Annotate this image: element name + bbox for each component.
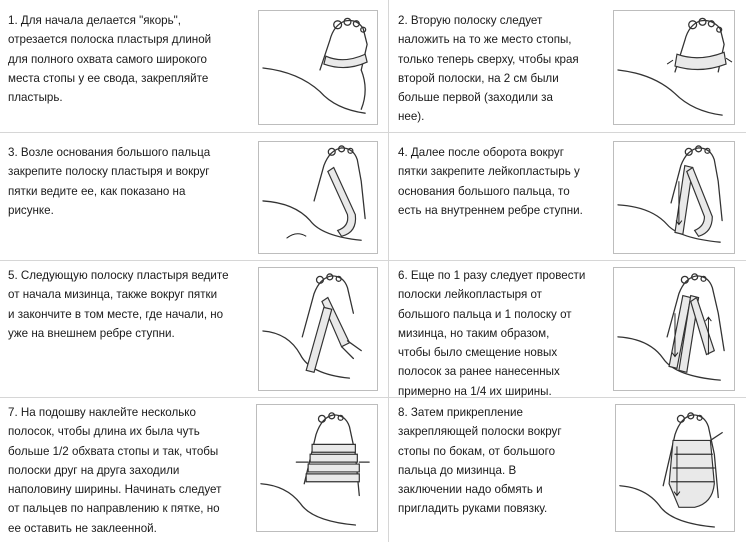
step-text-2: [398, 11, 579, 127]
step-line: полоски лейкопластыря от: [398, 288, 542, 302]
step-line: второй полоски, на 2 см были: [398, 71, 559, 85]
step-line: пригладить руками повязку.: [398, 502, 548, 516]
step-line: места стопы у ее свода, закрепляйте: [8, 71, 209, 85]
step-line: большого пальца и 1 полоску от: [398, 307, 572, 321]
step-line: нее).: [398, 110, 425, 124]
step-cell-2: [389, 0, 746, 132]
step-line: 1. Для начала делается "якорь",: [8, 14, 181, 27]
step-cell-1: [0, 0, 388, 132]
step-line: основания большого пальца, то: [398, 184, 570, 198]
foot-anchor-strip-drawing: [259, 11, 377, 124]
step-illustration-6: [613, 267, 735, 391]
step-illustration-2: [613, 10, 735, 125]
step-illustration-3: [258, 141, 378, 254]
step-text-3: [8, 143, 210, 220]
step-line: рисунке.: [8, 203, 54, 217]
step-line: 7. На подошву наклейте несколько: [8, 406, 196, 419]
step-line: наложить на то же место стопы,: [398, 33, 572, 47]
step-line: уже на внешнем ребре ступни.: [8, 326, 175, 340]
foot-side-fixing-strip-drawing: [616, 405, 734, 531]
step-line: отрезается полоска пластыря длиной: [8, 33, 212, 47]
step-line: ее оставить не заклеенной.: [8, 521, 157, 535]
step-line: пальца до мизинца. В: [398, 463, 517, 477]
foot-heel-strip-drawing: [259, 142, 377, 253]
step-line: от начала мизинца, также вокруг пятки: [8, 288, 218, 302]
step-text-8: [398, 403, 562, 519]
step-line: есть на внутреннем ребре ступни.: [398, 203, 583, 217]
step-line: больше 1/2 обхвата стопы и так, чтобы: [8, 444, 219, 458]
step-line: и закончите в том месте, где начали, но: [8, 307, 224, 321]
step-line: стопы по бокам, от большого: [398, 444, 556, 458]
step-illustration-5: [258, 267, 378, 391]
step-line: закрепляющей полоски вокруг: [398, 425, 562, 439]
step-illustration-7: [256, 404, 378, 532]
step-line: больше первой (заходили за: [398, 91, 553, 105]
step-text-7: [8, 403, 221, 538]
step-line: только теперь сверху, чтобы края: [398, 52, 579, 66]
step-line: 4. Далее после оборота вокруг: [398, 146, 564, 159]
step-line: закрепите полоску пластыря и вокруг: [8, 165, 210, 179]
step-text-5: [8, 266, 229, 343]
step-cell-4: [389, 133, 746, 260]
step-line: 5. Следующую полоску пластыря ведите: [8, 269, 229, 282]
step-illustration-8: [615, 404, 735, 532]
step-cell-8: [389, 398, 746, 542]
step-line: полосок, чтобы длина их была чуть: [8, 425, 200, 439]
step-cell-7: [0, 398, 388, 542]
step-illustration-1: [258, 10, 378, 125]
foot-sole-strips-drawing: [257, 405, 377, 531]
step-line: полоски друг на друга заходили: [8, 463, 180, 477]
step-illustration-4: [613, 141, 735, 254]
step-line: 2. Вторую полоску следует: [398, 14, 543, 27]
step-line: полосок за ранее нанесенных: [398, 365, 560, 379]
step-cell-6: [389, 261, 746, 397]
step-line: 3. Возле основания большого пальца: [8, 146, 211, 159]
step-line: от пальцев по направлению к пятке, но: [8, 502, 220, 516]
step-line: 6. Еще по 1 разу следует провести: [398, 269, 586, 282]
foot-repeat-strips-drawing: [614, 268, 734, 390]
step-text-6: [398, 266, 585, 401]
step-line: для полного охвата самого широкого: [8, 52, 207, 66]
step-line: пластырь.: [8, 91, 63, 105]
step-line: примерно на 1/4 их ширины.: [398, 384, 552, 398]
step-line: наполовину ширины. Начинать следует: [8, 483, 222, 497]
foot-second-strip-drawing: [614, 11, 734, 124]
foot-inner-edge-strip-drawing: [614, 142, 734, 253]
step-line: мизинца, но таким образом,: [398, 326, 550, 340]
step-line: заключении надо обмять и: [398, 483, 543, 497]
step-cell-3: [0, 133, 388, 260]
step-text-1: [8, 11, 211, 107]
step-text-4: [398, 143, 583, 220]
step-cell-5: [0, 261, 388, 397]
foot-outer-edge-strip-drawing: [259, 268, 377, 390]
step-line: 8. Затем прикрепление: [398, 406, 523, 419]
step-line: пятки ведите ее, как показано на: [8, 184, 186, 198]
step-line: чтобы было смещение новых: [398, 346, 558, 360]
step-line: пятки закрепите лейкопластырь у: [398, 165, 580, 179]
